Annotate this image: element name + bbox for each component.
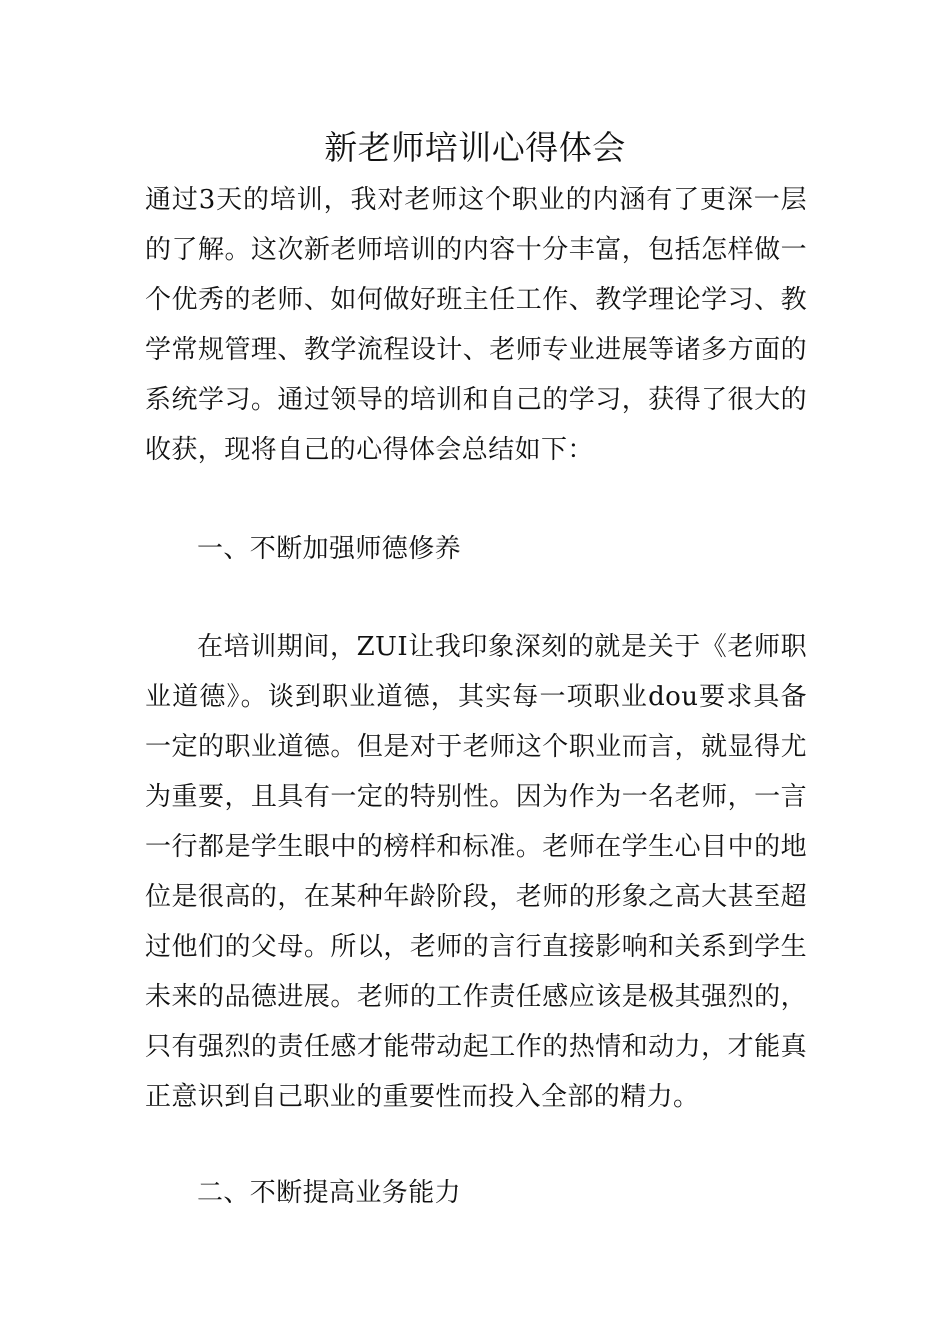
intro-paragraph: 通过3天的培训，我对老师这个职业的内涵有了更深一层的了解。这次新老师培训的内容十分丰富，包括怎样做一个优秀的老师、如何做好班主任工作、教学理论学习、教学常规管理、教学流程设计、老师专业进展等诸多方面的系统学习。通过领导的培训和自己的学习，获得了很大的收获，现将自己的心得体会总结如下： — [145, 185, 807, 465]
section-1-paragraph: 在培训期间，ZUI让我印象深刻的就是关于《老师职业道德》。谈到职业道德，其实每一项职业dou要求具备一定的职业道德。但是对于老师这个职业而言，就显得尤为重要，且具有一定的特别性。因为作为一名老师，一言一行都是学生眼中的榜样和标准。老师在学生心目中的地位是很高的，在某种年龄阶段，老师的形象之高大甚至超过他们的父母。所以，老师的言行直接影响和关系到学生未来的品德进展。老师的工作责任感应该是极其强烈的，只有强烈的责任感才能带动起工作的热情和动力，才能真正意识到自己职业的重要性而投入全部的精力。 — [145, 632, 807, 1112]
section-heading-2: 二、不断提高业务能力 — [197, 1178, 462, 1208]
section-heading-1: 一、不断加强师德修养 — [197, 534, 462, 564]
document-title: 新老师培训心得体会 — [324, 128, 626, 167]
